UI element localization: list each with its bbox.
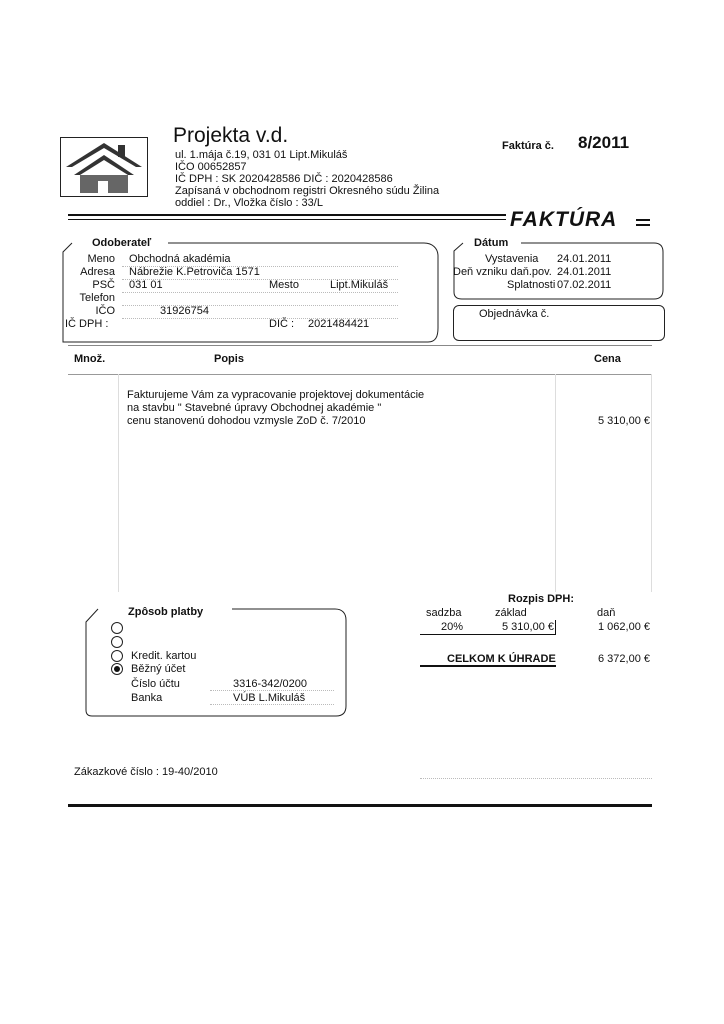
payment-option-label: Běžný účet <box>131 663 186 675</box>
table-top-rule <box>68 345 652 346</box>
customer-psc: 031 01 <box>129 279 163 291</box>
customer-city: Lipt.Mikuláš <box>330 279 389 291</box>
due-date: 07.02.2011 <box>557 279 612 291</box>
title-rule-thin <box>68 219 506 220</box>
invoice-number-label: Faktúra č. <box>502 140 554 152</box>
customer-city-label: Mesto <box>269 279 299 291</box>
vat-tax: 1 062,00 € <box>598 621 650 633</box>
payment-option-radio-selected[interactable] <box>111 663 123 675</box>
payment-box <box>82 604 350 718</box>
customer-address: Nábrežie K.Petroviča 1571 <box>129 266 260 278</box>
total-label: CELKOM K ÚHRADE <box>447 653 556 665</box>
divider <box>122 292 398 293</box>
tax-date: 24.01.2011 <box>557 266 612 278</box>
invoice-number: 8/2011 <box>578 133 630 152</box>
invoice-title: FAKTÚRA <box>510 208 618 231</box>
customer-dic-label: DIČ : <box>269 318 295 330</box>
total-rule <box>420 665 556 667</box>
vat-col-divider <box>555 620 556 635</box>
title-mark <box>636 219 650 221</box>
divider <box>210 690 334 691</box>
order-number: Zákazkové číslo : 19-40/2010 <box>74 766 218 778</box>
vat-base: 5 310,00 € <box>502 621 554 633</box>
item-desc-line: Fakturujeme Vám za vypracovanie projektovej dokumentácie <box>127 389 425 401</box>
vat-rate-label: sadzba <box>426 607 462 619</box>
company-dph: IČ DPH : SK 2020428586 DIČ : 2020428586 <box>175 173 393 185</box>
account-label: Číslo účtu <box>131 678 180 690</box>
title-mark-2 <box>636 224 650 226</box>
customer-ico: 31926754 <box>160 305 209 317</box>
issued-label: Vystavenia <box>485 253 539 265</box>
divider <box>210 704 334 705</box>
item-price: 5 310,00 € <box>598 415 650 427</box>
payment-option-radio[interactable] <box>111 636 123 648</box>
customer-heading: Odoberateľ <box>92 237 152 249</box>
customer-dic: 2021484421 <box>308 318 370 330</box>
vat-heading: Rozpis DPH: <box>508 593 574 605</box>
customer-address-label: Adresa <box>80 266 115 278</box>
company-address: ul. 1.mája č.19, 031 01 Lipt.Mikuláš <box>175 149 348 161</box>
vat-rate: 20% <box>441 621 464 633</box>
payment-option-radio[interactable] <box>111 622 123 634</box>
table-col-divider <box>651 374 652 592</box>
table-col-divider <box>118 374 119 592</box>
title-rule <box>68 214 506 216</box>
customer-phone-label: Telefon <box>79 292 115 304</box>
table-header-qty: Množ. <box>74 353 106 365</box>
table-header-desc: Popis <box>214 353 244 365</box>
customer-icdph-label: IČ DPH : <box>65 318 109 330</box>
company-registry-2: oddiel : Dr., Vložka číslo : 33/L <box>175 197 323 209</box>
company-logo <box>60 137 148 197</box>
payment-option-radio[interactable] <box>111 650 123 662</box>
due-date-label: Splatnosti <box>507 279 556 291</box>
payment-option-label: Kredit. kartou <box>131 650 197 662</box>
divider <box>420 778 652 779</box>
table-header-price: Cena <box>594 353 621 365</box>
company-registry-1: Zapísaná v obchodnom registri Okresného súdu Žilina <box>175 185 440 197</box>
table-header-rule <box>68 374 652 375</box>
item-desc-line: cenu stanovenú dohodou vzmysle ZoD č. 7/2010 <box>127 415 366 427</box>
account-number: 3316-342/0200 <box>233 678 308 690</box>
dates-heading: Dátum <box>474 237 509 249</box>
bank-label: Banka <box>131 692 163 704</box>
issued-date: 24.01.2011 <box>557 253 612 265</box>
company-ico: IČO 00652857 <box>175 161 247 173</box>
item-desc-line: na stavbu " Stavebné úpravy Obchodnej akadémie " <box>127 402 382 414</box>
vat-tax-label: daň <box>597 607 616 619</box>
customer-name-label: Meno <box>87 253 115 265</box>
customer-ico-label: IČO <box>95 305 115 317</box>
tax-date-label: Deň vzniku daň.pov. <box>453 266 552 278</box>
customer-psc-label: PSČ <box>92 279 115 291</box>
payment-heading: Zpôsob platby <box>128 606 204 618</box>
vat-row-rule <box>420 634 556 635</box>
order-label: Objednávka č. <box>479 308 550 320</box>
customer-name: Obchodná akadémia <box>129 253 231 265</box>
company-name: Projekta v.d. <box>173 124 289 147</box>
total-amount: 6 372,00 € <box>598 653 650 665</box>
table-col-divider <box>555 374 556 592</box>
vat-base-label: základ <box>495 607 527 619</box>
bank-name: VÚB L.Mikuláš <box>233 692 306 704</box>
footer-rule <box>68 804 652 807</box>
